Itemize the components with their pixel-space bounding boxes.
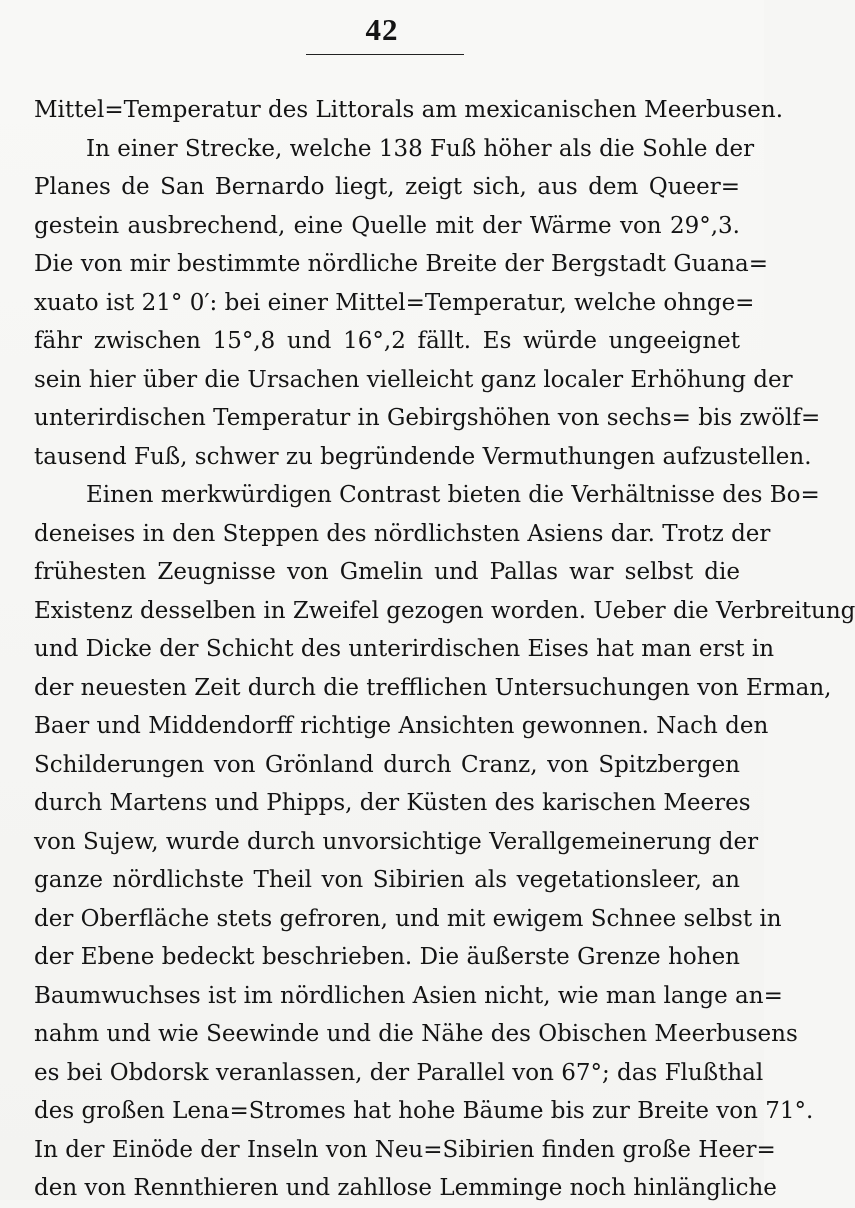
text-line: In der Einöde der Inseln von Neu=Sibirien finden große Heer= (34, 1136, 776, 1163)
text-line: fähr zwischen 15°,8 und 16°,2 fällt. Es würde ungeeignet (34, 328, 740, 354)
text-line: Planes de San Bernardo liegt, zeigt sich, aus dem Queer= (34, 174, 740, 200)
body-text (34, 91, 855, 1208)
text-line: tausend Fuß, schwer zu begründende Vermuthungen aufzustellen. (34, 443, 812, 470)
text-line: Die von mir bestimmte nördliche Breite der Bergstadt Guana= (34, 251, 769, 277)
text-line: der Ebene bedeckt beschrieben. Die äußerste Grenze hohen (34, 944, 740, 970)
header-rule (306, 54, 464, 55)
text-line: sein hier über die Ursachen vielleicht ganz localer Erhöhung der (34, 366, 793, 393)
page-number: 42 (365, 12, 399, 47)
text-line: frühesten Zeugnisse von Gmelin und Pallas war selbst die (34, 559, 740, 585)
text-line: es bei Obdorsk veranlassen, der Parallel von 67°; das Flußthal (34, 1059, 764, 1086)
text-line: gestein ausbrechend, eine Quelle mit der Wärme von 29°,3. (34, 212, 740, 239)
text-line: Baumwuchses ist im nördlichen Asien nicht, wie man lange an= (34, 982, 783, 1009)
text-line: der neuesten Zeit durch die trefflichen Untersuchungen von Erman, (34, 674, 832, 701)
text-line: Einen merkwürdigen Contrast bieten die Verhältnisse des Bo= (86, 482, 820, 508)
text-line: von Sujew, wurde durch unvorsichtige Verallgemeinerung der (34, 828, 759, 855)
text-line: Mittel=Temperatur des Littorals am mexicanischen Meerbusen. (34, 97, 784, 123)
text-line: nahm und wie Seewinde und die Nähe des Obischen Meerbusens (34, 1021, 798, 1047)
text-line: ganze nördlichste Theil von Sibirien als vegetationsleer, an (34, 867, 740, 893)
text-line: den von Rennthieren und zahllose Lemminge noch hinlängliche (34, 1175, 777, 1201)
text-line: unterirdischen Temperatur in Gebirgshöhen von sechs= bis zwölf= (34, 405, 821, 431)
text-line: deneises in den Steppen des nördlichsten Asiens dar. Trotz der (34, 520, 771, 547)
text-line: durch Martens und Phipps, der Küsten des karischen Meeres (34, 790, 751, 816)
text-line: xuato ist 21° 0′: bei einer Mittel=Temperatur, welche ohnge= (34, 289, 755, 316)
text-line: Schilderungen von Grönland durch Cranz, von Spitzbergen (34, 751, 740, 778)
text-line: Baer und Middendorff richtige Ansichten gewonnen. Nach den (34, 713, 769, 739)
text-line: Existenz desselben in Zweifel gezogen worden. Ueber die Verbreitung (34, 597, 855, 624)
text-line: der Oberfläche stets gefroren, und mit ewigem Schnee selbst in (34, 905, 782, 932)
text-line: des großen Lena=Stromes hat hohe Bäume bis zur Breite von 71°. (34, 1098, 814, 1124)
text-line: In einer Strecke, welche 138 Fuß höher als die Sohle der (86, 135, 755, 162)
text-line: und Dicke der Schicht des unterirdischen Eises hat man erst in (34, 636, 775, 662)
